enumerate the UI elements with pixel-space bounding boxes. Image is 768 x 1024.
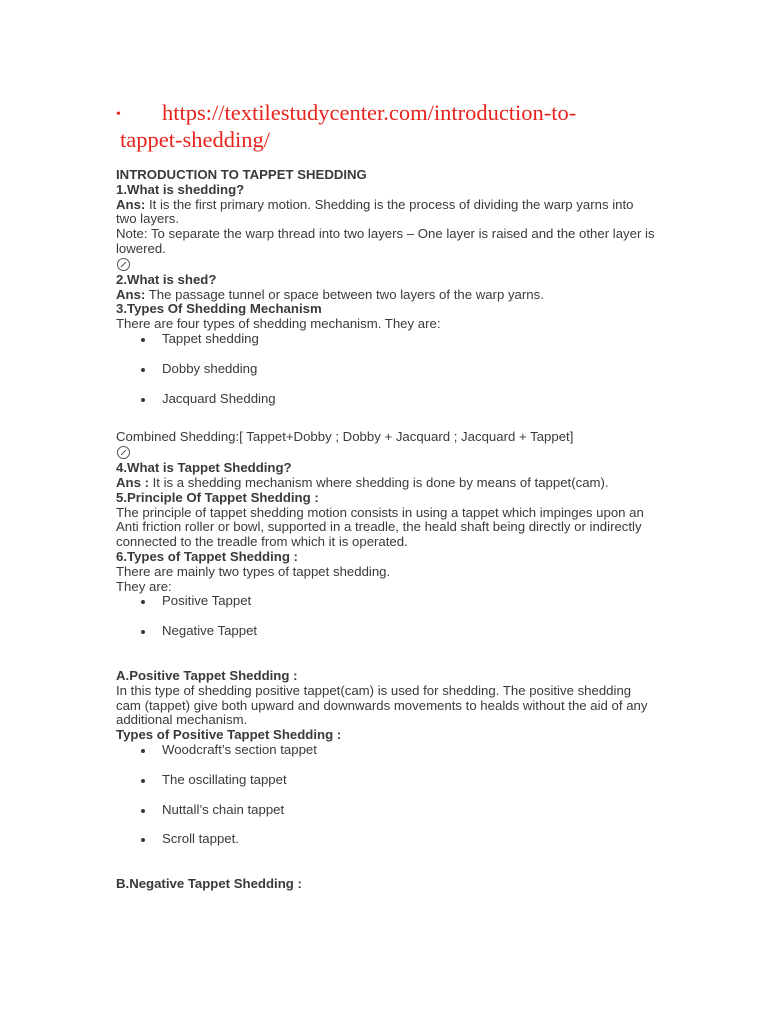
spacer — [116, 406, 656, 430]
list-item: Woodcraft’s section tappet — [116, 743, 656, 758]
positive-tappet-types-list — [116, 743, 656, 847]
doc-title: INTRODUCTION TO TAPPET SHEDDING — [116, 167, 367, 182]
q5-text: The principle of tappet shedding motion consists in using a tappet which impinges upon an Anti friction roller or bowl, supported in a treadle, the heald shaft being directly or indirectly connected to the treadle from which it is operated. — [116, 504, 644, 550]
list-spacer — [116, 377, 656, 392]
q1-note: Note: To separate the warp thread into two layers – One layer is raised and the other layer is lowered. — [116, 226, 655, 256]
list-spacer — [116, 817, 656, 832]
source-link-line1[interactable]: https://textilestudycenter.com/introduction-to- — [162, 100, 577, 125]
q6-line1: There are mainly two types of tappet shedding. — [116, 563, 391, 579]
spacer — [116, 639, 656, 669]
q4-answer — [116, 476, 656, 491]
source-link-line2[interactable]: tappet-shedding/ — [120, 127, 270, 153]
list-item: Tappet shedding — [116, 332, 656, 347]
tappet-types-list — [116, 594, 656, 639]
q2-heading: 2.What is shed? — [116, 271, 217, 287]
link-bullet: • — [116, 107, 121, 123]
q5-heading: 5.Principle Of Tappet Shedding : — [116, 489, 319, 505]
broken-image-icon — [117, 258, 130, 271]
secB-heading: B.Negative Tappet Shedding : — [116, 876, 302, 892]
q6-line2: They are: — [116, 578, 172, 594]
answer-label: Ans: — [116, 286, 146, 302]
q2-answer — [116, 288, 656, 303]
q1-heading: 1.What is shedding? — [116, 181, 245, 197]
answer-text: It is a shedding mechanism where shedding is done by means of tappet(cam). — [148, 474, 609, 490]
list-item: Negative Tappet — [116, 624, 656, 639]
answer-label: Ans: — [116, 196, 146, 212]
list-item: Jacquard Shedding — [116, 392, 656, 407]
combined-shedding: Combined Shedding:[ Tappet+Dobby ; Dobby + Jacquard ; Jacquard + Tappet] — [116, 429, 574, 445]
q4-heading: 4.What is Tappet Shedding? — [116, 460, 292, 476]
q3-intro: There are four types of shedding mechanism. They are: — [116, 316, 441, 332]
source-link-block — [116, 100, 676, 152]
shedding-types-list — [116, 332, 656, 406]
broken-image-icon — [117, 446, 130, 459]
answer-text: It is the first primary motion. Shedding is the process of dividing the warp yarns into two layers. — [116, 196, 634, 227]
spacer — [116, 847, 656, 877]
answer-label: Ans : — [116, 474, 149, 490]
list-item: Scroll tappet. — [116, 832, 656, 847]
list-item: The oscillating tappet — [116, 773, 656, 788]
q1-answer — [116, 198, 656, 228]
list-item: Nuttall’s chain tappet — [116, 803, 656, 818]
q3-heading: 3.Types Of Shedding Mechanism — [116, 301, 322, 317]
list-spacer — [116, 758, 656, 773]
document-body — [116, 168, 656, 892]
q6-heading: 6.Types of Tappet Shedding : — [116, 548, 298, 564]
secA-subheading: Types of Positive Tappet Shedding : — [116, 727, 342, 743]
secA-heading: A.Positive Tappet Shedding : — [116, 667, 298, 683]
list-spacer — [116, 609, 656, 624]
list-item: Positive Tappet — [116, 594, 656, 609]
secA-text: In this type of shedding positive tappet(cam) is used for shedding. The positive shedding cam (tappet) give both upward and downwards movements to healds without the aid of any additional mechanism. — [116, 682, 648, 728]
list-item: Dobby shedding — [116, 362, 656, 377]
answer-text: The passage tunnel or space between two layers of the warp yarns. — [145, 286, 544, 302]
list-spacer — [116, 347, 656, 362]
list-spacer — [116, 788, 656, 803]
